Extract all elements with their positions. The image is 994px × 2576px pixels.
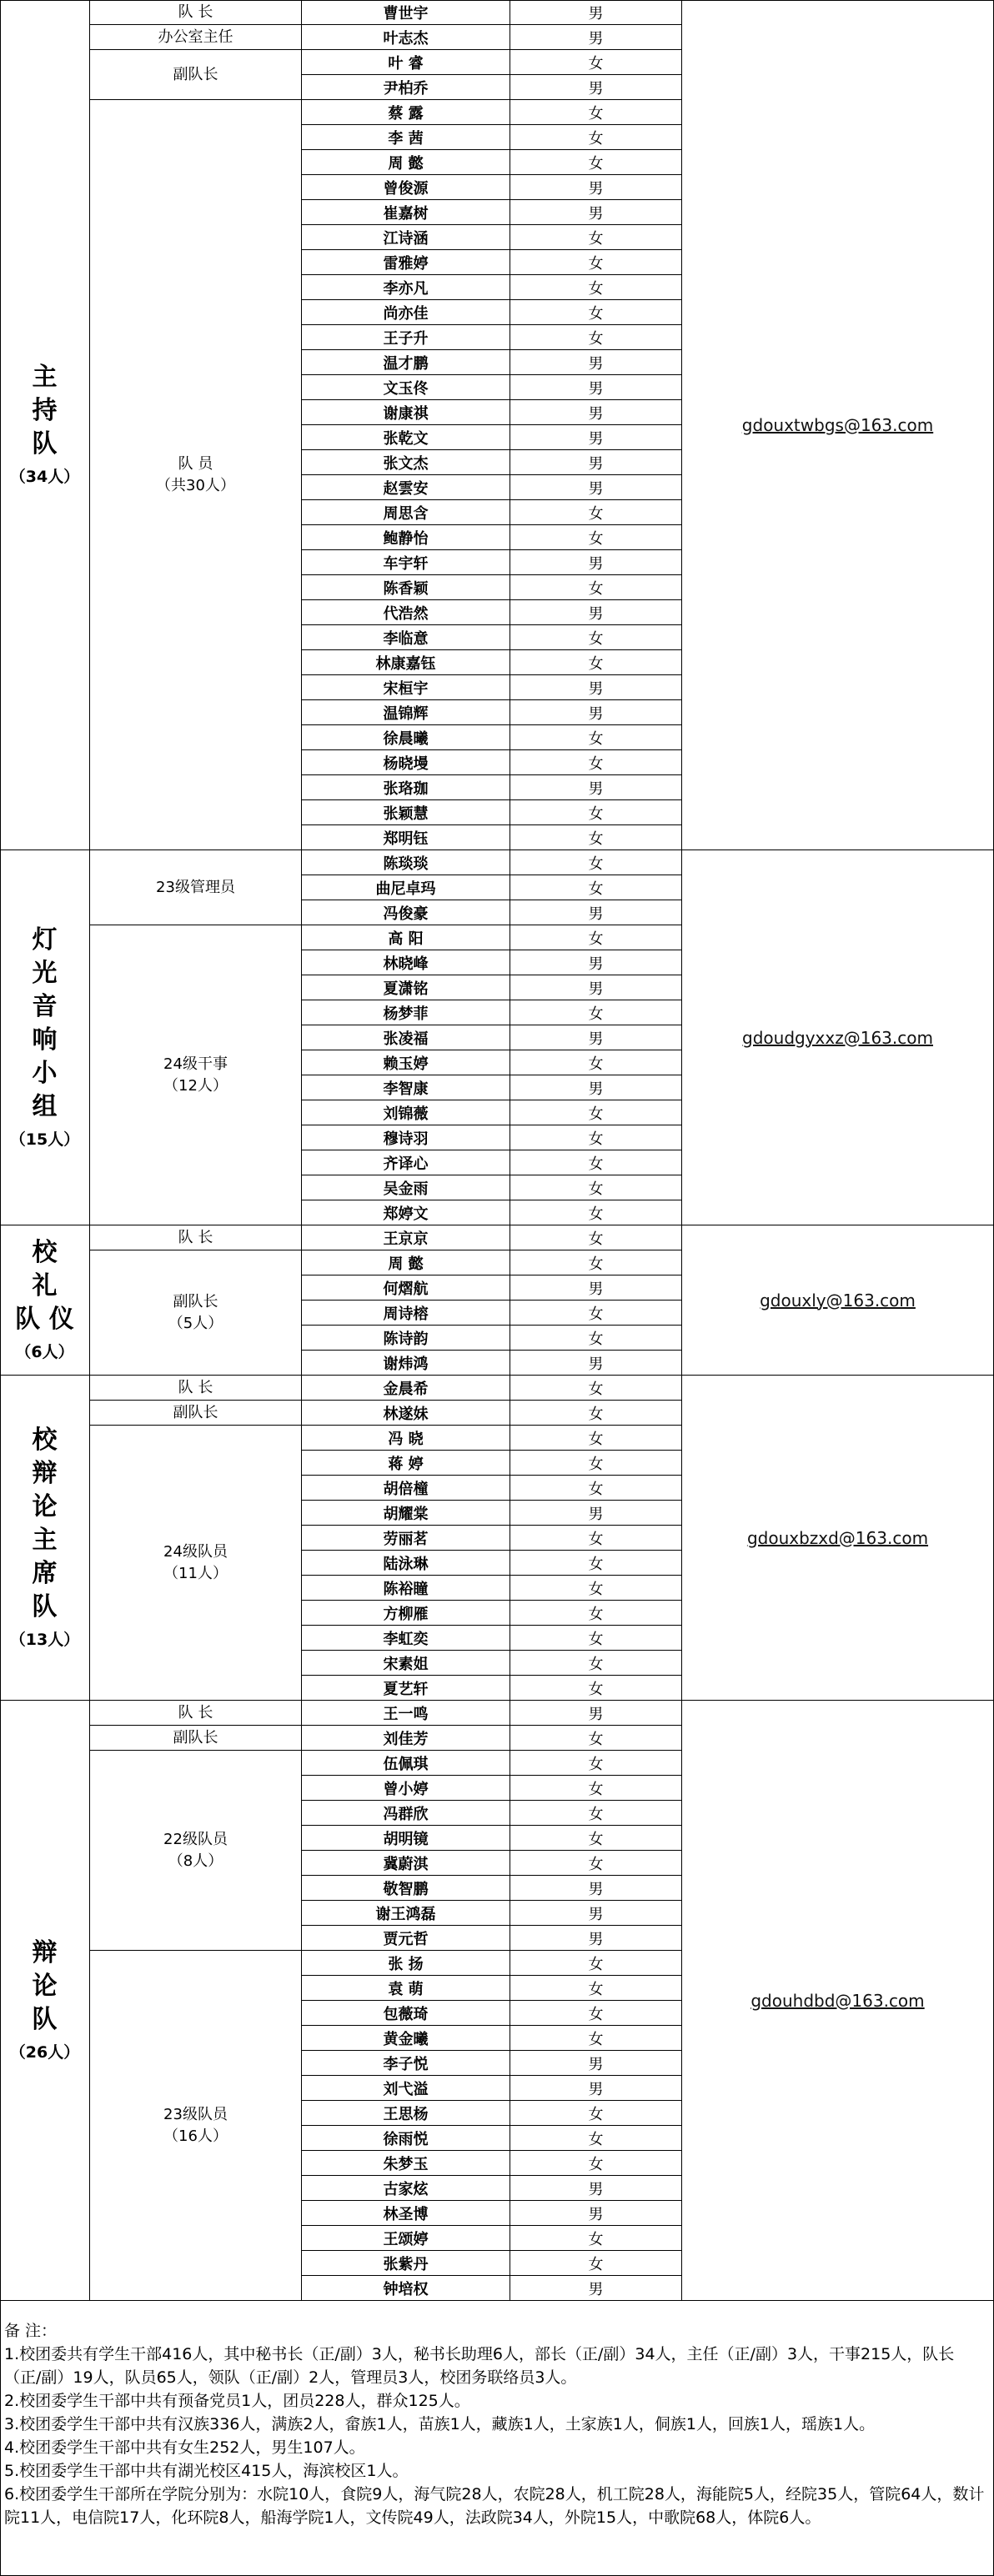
member-name: 吴金雨 [302, 1175, 510, 1200]
role-label [90, 50, 302, 100]
team-name-char: 队 [32, 1591, 58, 1621]
team-count: （34人） [9, 467, 80, 486]
member-name: 张文杰 [302, 450, 510, 475]
member-name: 刘弋溢 [302, 2076, 510, 2101]
member-gender: 女 [510, 1601, 682, 1626]
member-name: 温才鹏 [302, 350, 510, 375]
member-gender: 女 [510, 1225, 682, 1250]
note-line: 1.校团委共有学生干部416人，其中秘书长（正/副）3人，秘书长助理6人，部长（正/副）34人，主任（正/副）3人，干事215人，队长（正/副）19人，队员65人，领队（正/副）2人，管理员3人，校团务联络员3人。 [4, 2345, 955, 2387]
member-gender: 女 [510, 300, 682, 325]
role-label-line: 24级队员 [163, 1542, 228, 1561]
team-email: gdouhdbd@163.com [682, 1701, 994, 2301]
member-name: 冀蔚淇 [302, 1851, 510, 1876]
member-name: 鲍静怡 [302, 525, 510, 550]
member-gender: 女 [510, 325, 682, 350]
member-name: 胡耀棠 [302, 1501, 510, 1526]
role-label [90, 1401, 302, 1426]
member-gender: 女 [510, 1851, 682, 1876]
member-gender: 男 [510, 700, 682, 725]
member-name: 李亦凡 [302, 275, 510, 300]
team-name-char: 校 [32, 1425, 58, 1455]
member-gender: 男 [510, 950, 682, 975]
member-gender: 男 [510, 1876, 682, 1901]
team-name [0, 1376, 90, 1701]
role-label-line: 队 长 [178, 1378, 213, 1396]
member-gender: 女 [510, 1150, 682, 1175]
member-gender: 男 [510, 400, 682, 425]
role-label-line: 副队长 [173, 1728, 218, 1747]
member-name: 黄金曦 [302, 2026, 510, 2051]
member-name: 夏艺轩 [302, 1676, 510, 1701]
team-name-char: 光 [32, 958, 58, 988]
member-name: 刘佳芳 [302, 1726, 510, 1751]
member-gender: 女 [510, 1626, 682, 1651]
member-name: 王子升 [302, 325, 510, 350]
member-name: 叶 睿 [302, 50, 510, 75]
team-email: gdouxbzxd@163.com [682, 1376, 994, 1701]
member-gender: 女 [510, 650, 682, 675]
member-name: 冯 晓 [302, 1426, 510, 1451]
role-label [90, 1701, 302, 1726]
member-gender: 女 [510, 1801, 682, 1826]
member-gender: 男 [510, 1501, 682, 1526]
team-name [0, 0, 90, 850]
team-name-char: 队 [32, 428, 58, 459]
role-label-line: 队 员 [178, 454, 213, 473]
member-gender: 男 [510, 975, 682, 1000]
member-gender: 女 [510, 1451, 682, 1476]
member-gender: 男 [510, 2276, 682, 2301]
team-name [0, 1225, 90, 1376]
role-label [90, 1250, 302, 1376]
member-name: 车宇轩 [302, 550, 510, 575]
role-label-line: （11人） [163, 1564, 228, 1582]
member-name: 崔嘉树 [302, 200, 510, 225]
note-line: 2.校团委学生干部中共有预备党员1人，团员228人，群众125人。 [4, 2392, 470, 2410]
member-gender: 男 [510, 450, 682, 475]
member-gender: 女 [510, 1000, 682, 1025]
member-name: 何熠航 [302, 1275, 510, 1301]
member-name: 陈琰琰 [302, 850, 510, 875]
member-name: 郑婷文 [302, 1200, 510, 1225]
role-label-line: （16人） [163, 2127, 228, 2145]
member-gender: 男 [510, 2201, 682, 2226]
role-label-line: 副队长 [173, 65, 218, 83]
member-gender: 男 [510, 350, 682, 375]
role-label [90, 25, 302, 50]
member-gender: 女 [510, 2026, 682, 2051]
team-name-char: 辩 [32, 1458, 58, 1488]
member-name: 李子悦 [302, 2051, 510, 2076]
member-name: 胡明镜 [302, 1826, 510, 1851]
team-count: （6人） [15, 1342, 74, 1361]
member-name: 江诗涵 [302, 225, 510, 250]
member-gender: 女 [510, 1050, 682, 1075]
member-name: 蒋 婷 [302, 1451, 510, 1476]
member-gender: 女 [510, 1376, 682, 1401]
member-name: 李虹奕 [302, 1626, 510, 1651]
member-name: 杨晓墁 [302, 750, 510, 775]
member-gender: 女 [510, 2101, 682, 2126]
note-line: 4.校团委学生干部中共有女生252人，男生107人。 [4, 2438, 365, 2457]
member-name: 曹世宇 [302, 0, 510, 25]
member-name: 冯群欣 [302, 1801, 510, 1826]
member-name: 谢康祺 [302, 400, 510, 425]
role-label-line: 23级管理员 [156, 878, 235, 896]
team-name-char: 礼 [32, 1270, 58, 1301]
role-label [90, 1726, 302, 1751]
member-gender: 女 [510, 1576, 682, 1601]
member-gender: 女 [510, 850, 682, 875]
member-gender: 女 [510, 1250, 682, 1275]
member-name: 张凌福 [302, 1025, 510, 1050]
member-gender: 男 [510, 25, 682, 50]
member-name: 伍佩琪 [302, 1751, 510, 1776]
member-name: 夏潇铭 [302, 975, 510, 1000]
member-name: 高 阳 [302, 925, 510, 950]
member-name: 林晓峰 [302, 950, 510, 975]
notes-title: 备 注： [4, 2322, 58, 2340]
member-gender: 女 [510, 1776, 682, 1801]
member-name: 陈诗韵 [302, 1326, 510, 1351]
team-name-char: 响 [32, 1025, 58, 1055]
member-gender: 男 [510, 900, 682, 925]
member-gender: 女 [510, 625, 682, 650]
team-count: （13人） [9, 1630, 80, 1649]
team-name [0, 1701, 90, 2301]
role-label [90, 1951, 302, 2301]
note-line: 5.校团委学生干部中共有湖光校区415人，海滨校区1人。 [4, 2462, 409, 2480]
member-name: 王一鸣 [302, 1701, 510, 1726]
member-name: 方柳雁 [302, 1601, 510, 1626]
member-gender: 男 [510, 2051, 682, 2076]
member-name: 曾小婷 [302, 1776, 510, 1801]
role-label-line: 队 长 [178, 3, 213, 21]
member-name: 张 扬 [302, 1951, 510, 1976]
role-label [90, 1426, 302, 1701]
team-name-char: 小 [32, 1058, 58, 1088]
member-gender: 女 [510, 1826, 682, 1851]
team-count: （26人） [9, 2042, 80, 2062]
team-name-char: 校 [32, 1237, 58, 1267]
member-name: 胡倍橦 [302, 1476, 510, 1501]
role-label-line: （8人） [168, 1852, 223, 1870]
member-gender: 男 [510, 2076, 682, 2101]
member-gender: 女 [510, 500, 682, 525]
role-label-line: 办公室主任 [158, 28, 233, 46]
member-gender: 女 [510, 275, 682, 300]
member-name: 温锦辉 [302, 700, 510, 725]
member-name: 李智康 [302, 1075, 510, 1100]
member-gender: 女 [510, 1651, 682, 1676]
member-name: 尚亦佳 [302, 300, 510, 325]
member-name: 王思杨 [302, 2101, 510, 2126]
member-name: 杨梦菲 [302, 1000, 510, 1025]
member-name: 古家炫 [302, 2176, 510, 2201]
team-name-char: 席 [32, 1558, 58, 1588]
team-email: gdoudgyxxz@163.com [682, 850, 994, 1225]
role-label [90, 0, 302, 25]
team-name [0, 850, 90, 1225]
role-label-line: 22级队员 [163, 1830, 228, 1848]
member-name: 冯俊豪 [302, 900, 510, 925]
team-name-char: 主 [32, 362, 58, 392]
member-name: 周思含 [302, 500, 510, 525]
member-name: 贾元哲 [302, 1926, 510, 1951]
member-gender: 女 [510, 1526, 682, 1551]
member-gender: 女 [510, 2226, 682, 2251]
member-gender: 女 [510, 725, 682, 750]
member-name: 赖玉婷 [302, 1050, 510, 1075]
member-gender: 男 [510, 2176, 682, 2201]
member-name: 刘锦薇 [302, 1100, 510, 1125]
member-name: 文玉佟 [302, 375, 510, 400]
member-gender: 女 [510, 1476, 682, 1501]
team-name-char: 灯 [32, 925, 58, 955]
member-name: 林康嘉钰 [302, 650, 510, 675]
team-email: gdouxtwbgs@163.com [682, 0, 994, 850]
role-label [90, 1225, 302, 1250]
team-name-char: 队 [32, 2004, 58, 2034]
member-gender: 女 [510, 1551, 682, 1576]
member-gender: 女 [510, 1125, 682, 1150]
member-gender: 女 [510, 1976, 682, 2001]
member-gender: 女 [510, 1726, 682, 1751]
role-label-line: 队 长 [178, 1703, 213, 1722]
member-gender: 女 [510, 575, 682, 600]
role-label-line: 23级队员 [163, 2105, 228, 2123]
member-name: 代浩然 [302, 600, 510, 625]
member-gender: 女 [510, 825, 682, 850]
member-name: 王京京 [302, 1225, 510, 1250]
member-gender: 男 [510, 175, 682, 200]
team-name-char: 音 [32, 991, 58, 1021]
member-gender: 女 [510, 225, 682, 250]
member-name: 齐译心 [302, 1150, 510, 1175]
member-gender: 女 [510, 50, 682, 75]
member-gender: 女 [510, 1301, 682, 1326]
member-name: 劳丽茗 [302, 1526, 510, 1551]
member-gender: 女 [510, 1751, 682, 1776]
member-gender: 男 [510, 1901, 682, 1926]
member-name: 包薇琦 [302, 2001, 510, 2026]
role-label [90, 1751, 302, 1951]
role-label-line: （5人） [168, 1314, 223, 1332]
note-line: 6.校团委学生干部所在学院分别为：水院10人，食院9人，海气院28人，农院28人，机工院28人，海能院5人，经院35人，管院64人，数计院11人，电信院17人，化环院8人，船海学院1人，文传院49人，法政院34人，外院15人，中歌院68人，体院6人。 [4, 2485, 985, 2527]
member-name: 林圣博 [302, 2201, 510, 2226]
member-gender: 女 [510, 1951, 682, 1976]
member-gender: 男 [510, 1926, 682, 1951]
member-gender: 男 [510, 1351, 682, 1376]
member-gender: 女 [510, 1426, 682, 1451]
member-name: 张颖慧 [302, 800, 510, 825]
member-name: 金晨希 [302, 1376, 510, 1401]
member-name: 宋桓宇 [302, 675, 510, 700]
member-gender: 女 [510, 925, 682, 950]
member-gender: 女 [510, 750, 682, 775]
member-name: 叶志杰 [302, 25, 510, 50]
member-name: 钟培权 [302, 2276, 510, 2301]
team-name-char: 辩 [32, 1937, 58, 1967]
member-name: 穆诗羽 [302, 1125, 510, 1150]
member-gender: 女 [510, 1676, 682, 1701]
role-label [90, 850, 302, 925]
member-name: 张紫丹 [302, 2251, 510, 2276]
member-gender: 女 [510, 125, 682, 150]
member-gender: 女 [510, 875, 682, 900]
member-name: 曲尼卓玛 [302, 875, 510, 900]
member-gender: 男 [510, 0, 682, 25]
member-name: 赵雲安 [302, 475, 510, 500]
member-name: 徐雨悦 [302, 2126, 510, 2151]
member-gender: 男 [510, 475, 682, 500]
member-name: 雷雅婷 [302, 250, 510, 275]
member-name: 曾俊源 [302, 175, 510, 200]
member-gender: 女 [510, 1175, 682, 1200]
member-gender: 女 [510, 2151, 682, 2176]
member-gender: 女 [510, 1100, 682, 1125]
team-name-char: 论 [32, 1491, 58, 1521]
team-name-char: 队 仪 [15, 1304, 74, 1334]
member-name: 郑明钰 [302, 825, 510, 850]
note-line: 3.校团委学生干部中共有汉族336人，满族2人，畲族1人，苗族1人，藏族1人，土家族1人，侗族1人，回族1人，瑶族1人。 [4, 2415, 876, 2433]
member-gender: 女 [510, 2251, 682, 2276]
member-gender: 男 [510, 775, 682, 800]
role-label-line: 24级干事 [163, 1055, 228, 1073]
member-gender: 男 [510, 1025, 682, 1050]
member-gender: 男 [510, 1701, 682, 1726]
team-name-char: 组 [32, 1091, 58, 1121]
member-name: 陈裕瞳 [302, 1576, 510, 1601]
member-name: 林遂妹 [302, 1401, 510, 1426]
member-gender: 女 [510, 525, 682, 550]
member-gender: 男 [510, 1075, 682, 1100]
team-email: gdouxly@163.com [682, 1225, 994, 1376]
notes-section [0, 2301, 994, 2576]
team-name-char: 主 [32, 1525, 58, 1555]
member-name: 徐晨曦 [302, 725, 510, 750]
member-gender: 女 [510, 250, 682, 275]
member-name: 陈香颖 [302, 575, 510, 600]
member-name: 蔡 露 [302, 100, 510, 125]
member-name: 王颂婷 [302, 2226, 510, 2251]
team-name-char: 持 [32, 395, 58, 425]
member-gender: 女 [510, 1200, 682, 1225]
role-label-line: （共30人） [156, 476, 235, 494]
member-gender: 男 [510, 425, 682, 450]
member-gender: 男 [510, 675, 682, 700]
role-label [90, 100, 302, 850]
role-label-line: （12人） [163, 1076, 228, 1095]
member-gender: 男 [510, 75, 682, 100]
member-name: 李 茜 [302, 125, 510, 150]
member-gender: 女 [510, 800, 682, 825]
member-gender: 女 [510, 100, 682, 125]
member-name: 袁 萌 [302, 1976, 510, 2001]
member-name: 谢王鸿磊 [302, 1901, 510, 1926]
team-name-char: 论 [32, 1971, 58, 2001]
member-gender: 男 [510, 375, 682, 400]
member-gender: 女 [510, 2001, 682, 2026]
member-name: 尹柏乔 [302, 75, 510, 100]
member-gender: 男 [510, 600, 682, 625]
member-name: 李临意 [302, 625, 510, 650]
role-label-line: 队 长 [178, 1228, 213, 1246]
role-label [90, 1376, 302, 1401]
member-name: 谢炜鸿 [302, 1351, 510, 1376]
role-label [90, 925, 302, 1225]
role-label-line: 副队长 [173, 1292, 218, 1311]
role-label-line: 副队长 [173, 1403, 218, 1421]
member-gender: 男 [510, 1275, 682, 1301]
member-name: 陆泳琳 [302, 1551, 510, 1576]
member-name: 朱梦玉 [302, 2151, 510, 2176]
member-name: 周诗榕 [302, 1301, 510, 1326]
member-name: 周 懿 [302, 150, 510, 175]
member-gender: 女 [510, 2126, 682, 2151]
member-gender: 女 [510, 1326, 682, 1351]
team-count: （15人） [9, 1130, 80, 1149]
member-name: 周 懿 [302, 1250, 510, 1275]
member-gender: 男 [510, 550, 682, 575]
member-name: 张乾文 [302, 425, 510, 450]
member-name: 敬智鹏 [302, 1876, 510, 1901]
member-gender: 女 [510, 150, 682, 175]
member-name: 宋素姐 [302, 1651, 510, 1676]
member-gender: 男 [510, 200, 682, 225]
member-gender: 女 [510, 1401, 682, 1426]
member-name: 张珞珈 [302, 775, 510, 800]
